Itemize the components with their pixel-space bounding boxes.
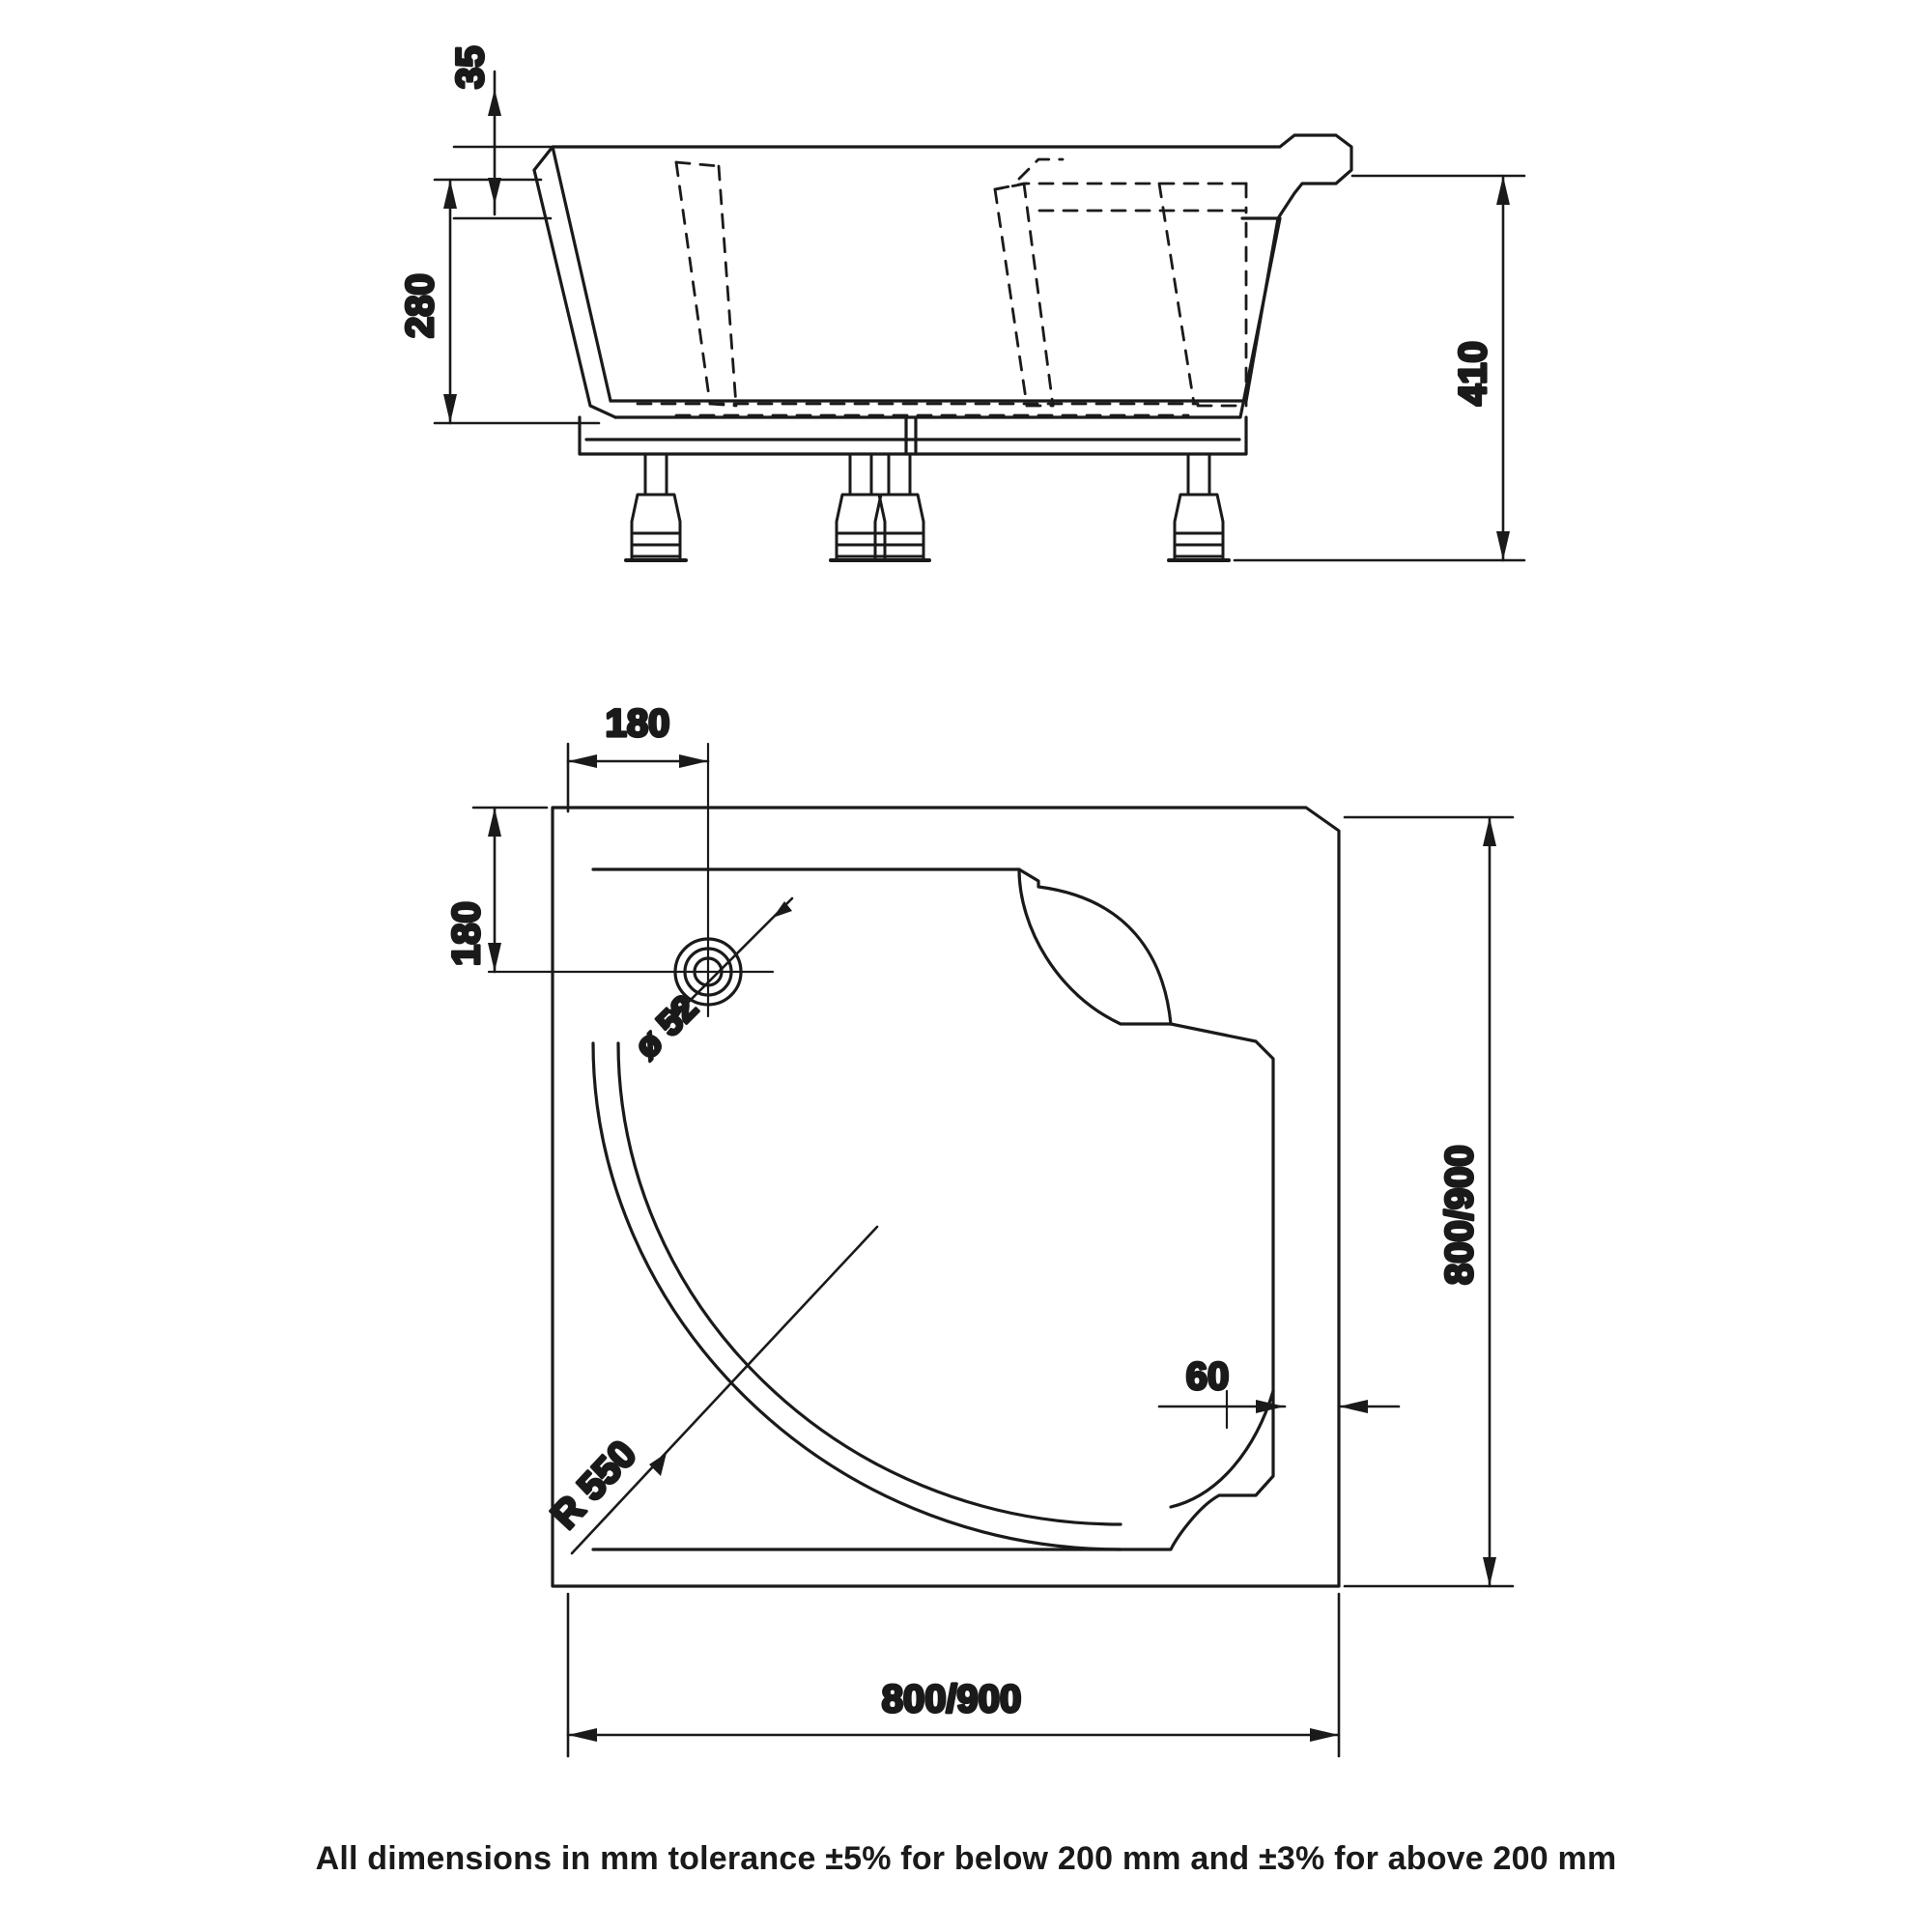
dim-width [568,1594,1339,1756]
dim-label-280: 280 [399,273,441,338]
dim-180-x [568,744,708,811]
plan-view-geometry [445,702,1513,1756]
side-elevation-geometry [399,46,1524,561]
dim-label-180-x: 180 [605,702,670,745]
dim-label-height: 800/900 [1438,1145,1481,1285]
dim-label-60: 60 [1185,1355,1230,1398]
dim-label-width: 800/900 [881,1678,1022,1720]
dim-label-35: 35 [449,45,492,89]
dim-label-410: 410 [1452,341,1494,406]
dim-height [1345,817,1513,1586]
dim-label-diameter-52: ø 52 [626,987,706,1066]
dim-label-180-y: 180 [445,901,488,966]
dim-radius-550 [572,1227,877,1553]
footnote-tolerance: All dimensions in mm tolerance ±5% for below 200 mm and ±3% for above 200 mm [315,1840,1617,1877]
dim-35 [454,71,551,218]
dim-280 [435,180,599,423]
dim-label-radius-550: R 550 [543,1433,645,1538]
